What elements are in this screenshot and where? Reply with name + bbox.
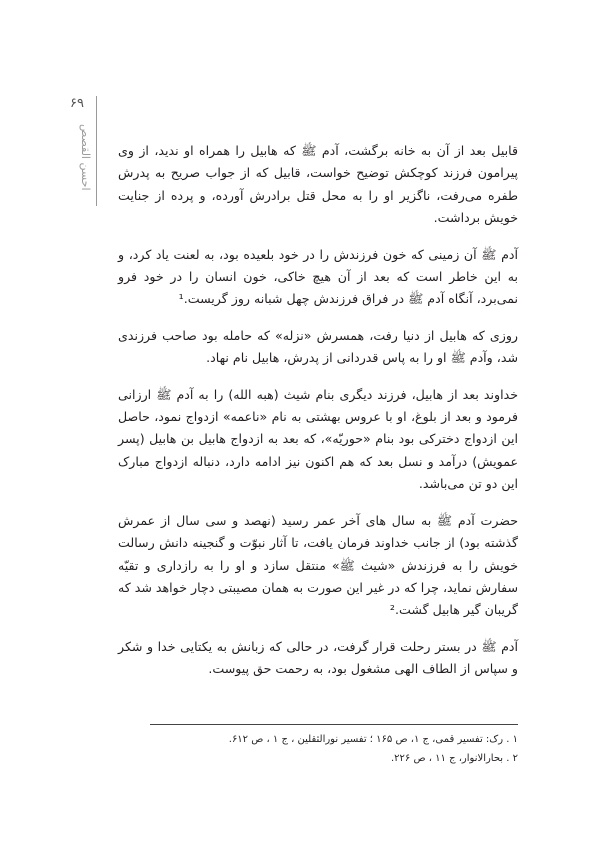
paragraph: حضرت آدم ﷺ به سال های آخر عمر رسید (نهصد و سی سال از عمرش گذشته بود) از جانب خداوند فرمان یافت، تا آثار نبوّت و گنجینه دانش رسالت خویش را به فرزندش «شیث ﷺ» منتقل سازد و او را به رازداری و تقیّه سفارش نماید، چرا که در غیر این صورت به همان مصیبتی دچار خواهد شد که گریبان گیر هابیل گشت.² <box>118 512 518 618</box>
paragraph: آدم ﷺ آن زمینی که خون فرزندش را در خود بلعیده بود، به لعنت یاد کرد، و به این خاطر است که بعد از آن هیچ خاکی، خون انسان را در خود فرو نمی‌برد، آنگاه آدم ﷺ در فراق فرزندش چهل شبانه روز گریست.¹ <box>118 246 518 307</box>
book-title: احسن القصص <box>79 124 92 191</box>
paragraph: روزی که هابیل از دنیا رفت، همسرش «نزله» که حامله بود صاحب فرزندی شد، وآدم ﷺ او را به پاس قدردانی از پدرش، هابیل نام نهاد. <box>118 327 518 366</box>
running-head <box>60 96 97 206</box>
paragraph: آدم ﷺ در بستر رحلت قرار گرفت، در حالی که زبانش به یکتایی خدا و شکر و سپاس از الطاف الهی مشغول بود، به رحمت حق پیوست. <box>118 638 518 677</box>
main-text <box>118 140 518 695</box>
footnote: ۲ . بحارالانوار، ج ۱۱ ، ص ۲۲۶. <box>390 753 518 764</box>
page-number: ۶۹ <box>70 96 84 111</box>
footnote: ۱ . رک: تفسیر قمی، ج ۱، ص ۱۶۵ ؛ تفسیر نورالثقلین ، ج ۱ ، ص ۶۱۲. <box>228 734 518 745</box>
footnote-divider <box>150 724 518 725</box>
paragraph: قابیل بعد از آن به خانه برگشت، آدم ﷺ که هابیل را همراه او ندید، از وی پیرامون فرزند کوچکش توضیح خواست، قابیل که از جواب صریح به پدرش طفره می‌رفت، ناگزیر او را به محل قتل برادرش آورده، و پرده از جنایت خویش برداشت. <box>118 143 518 226</box>
footnotes <box>118 730 518 768</box>
paragraph: خداوند بعد از هابیل، فرزند دیگری بنام شیث (هبه الله) را به آدم ﷺ ارزانی فرمود و بعد از بلوغ، او با عروس بهشتی به نام «ناعمه» ازدواج نمود، حاصل این ازدواج دخترکی بود بنام «حوریّه»، که بعد به ازدواج هابیل بن هابیل (پسر عمویش) درآمد و نسل بعد که هم اکنون نیز ادامه دارد، دنباله ازدواج مبارک این دو تن می‌باشد. <box>118 386 518 492</box>
